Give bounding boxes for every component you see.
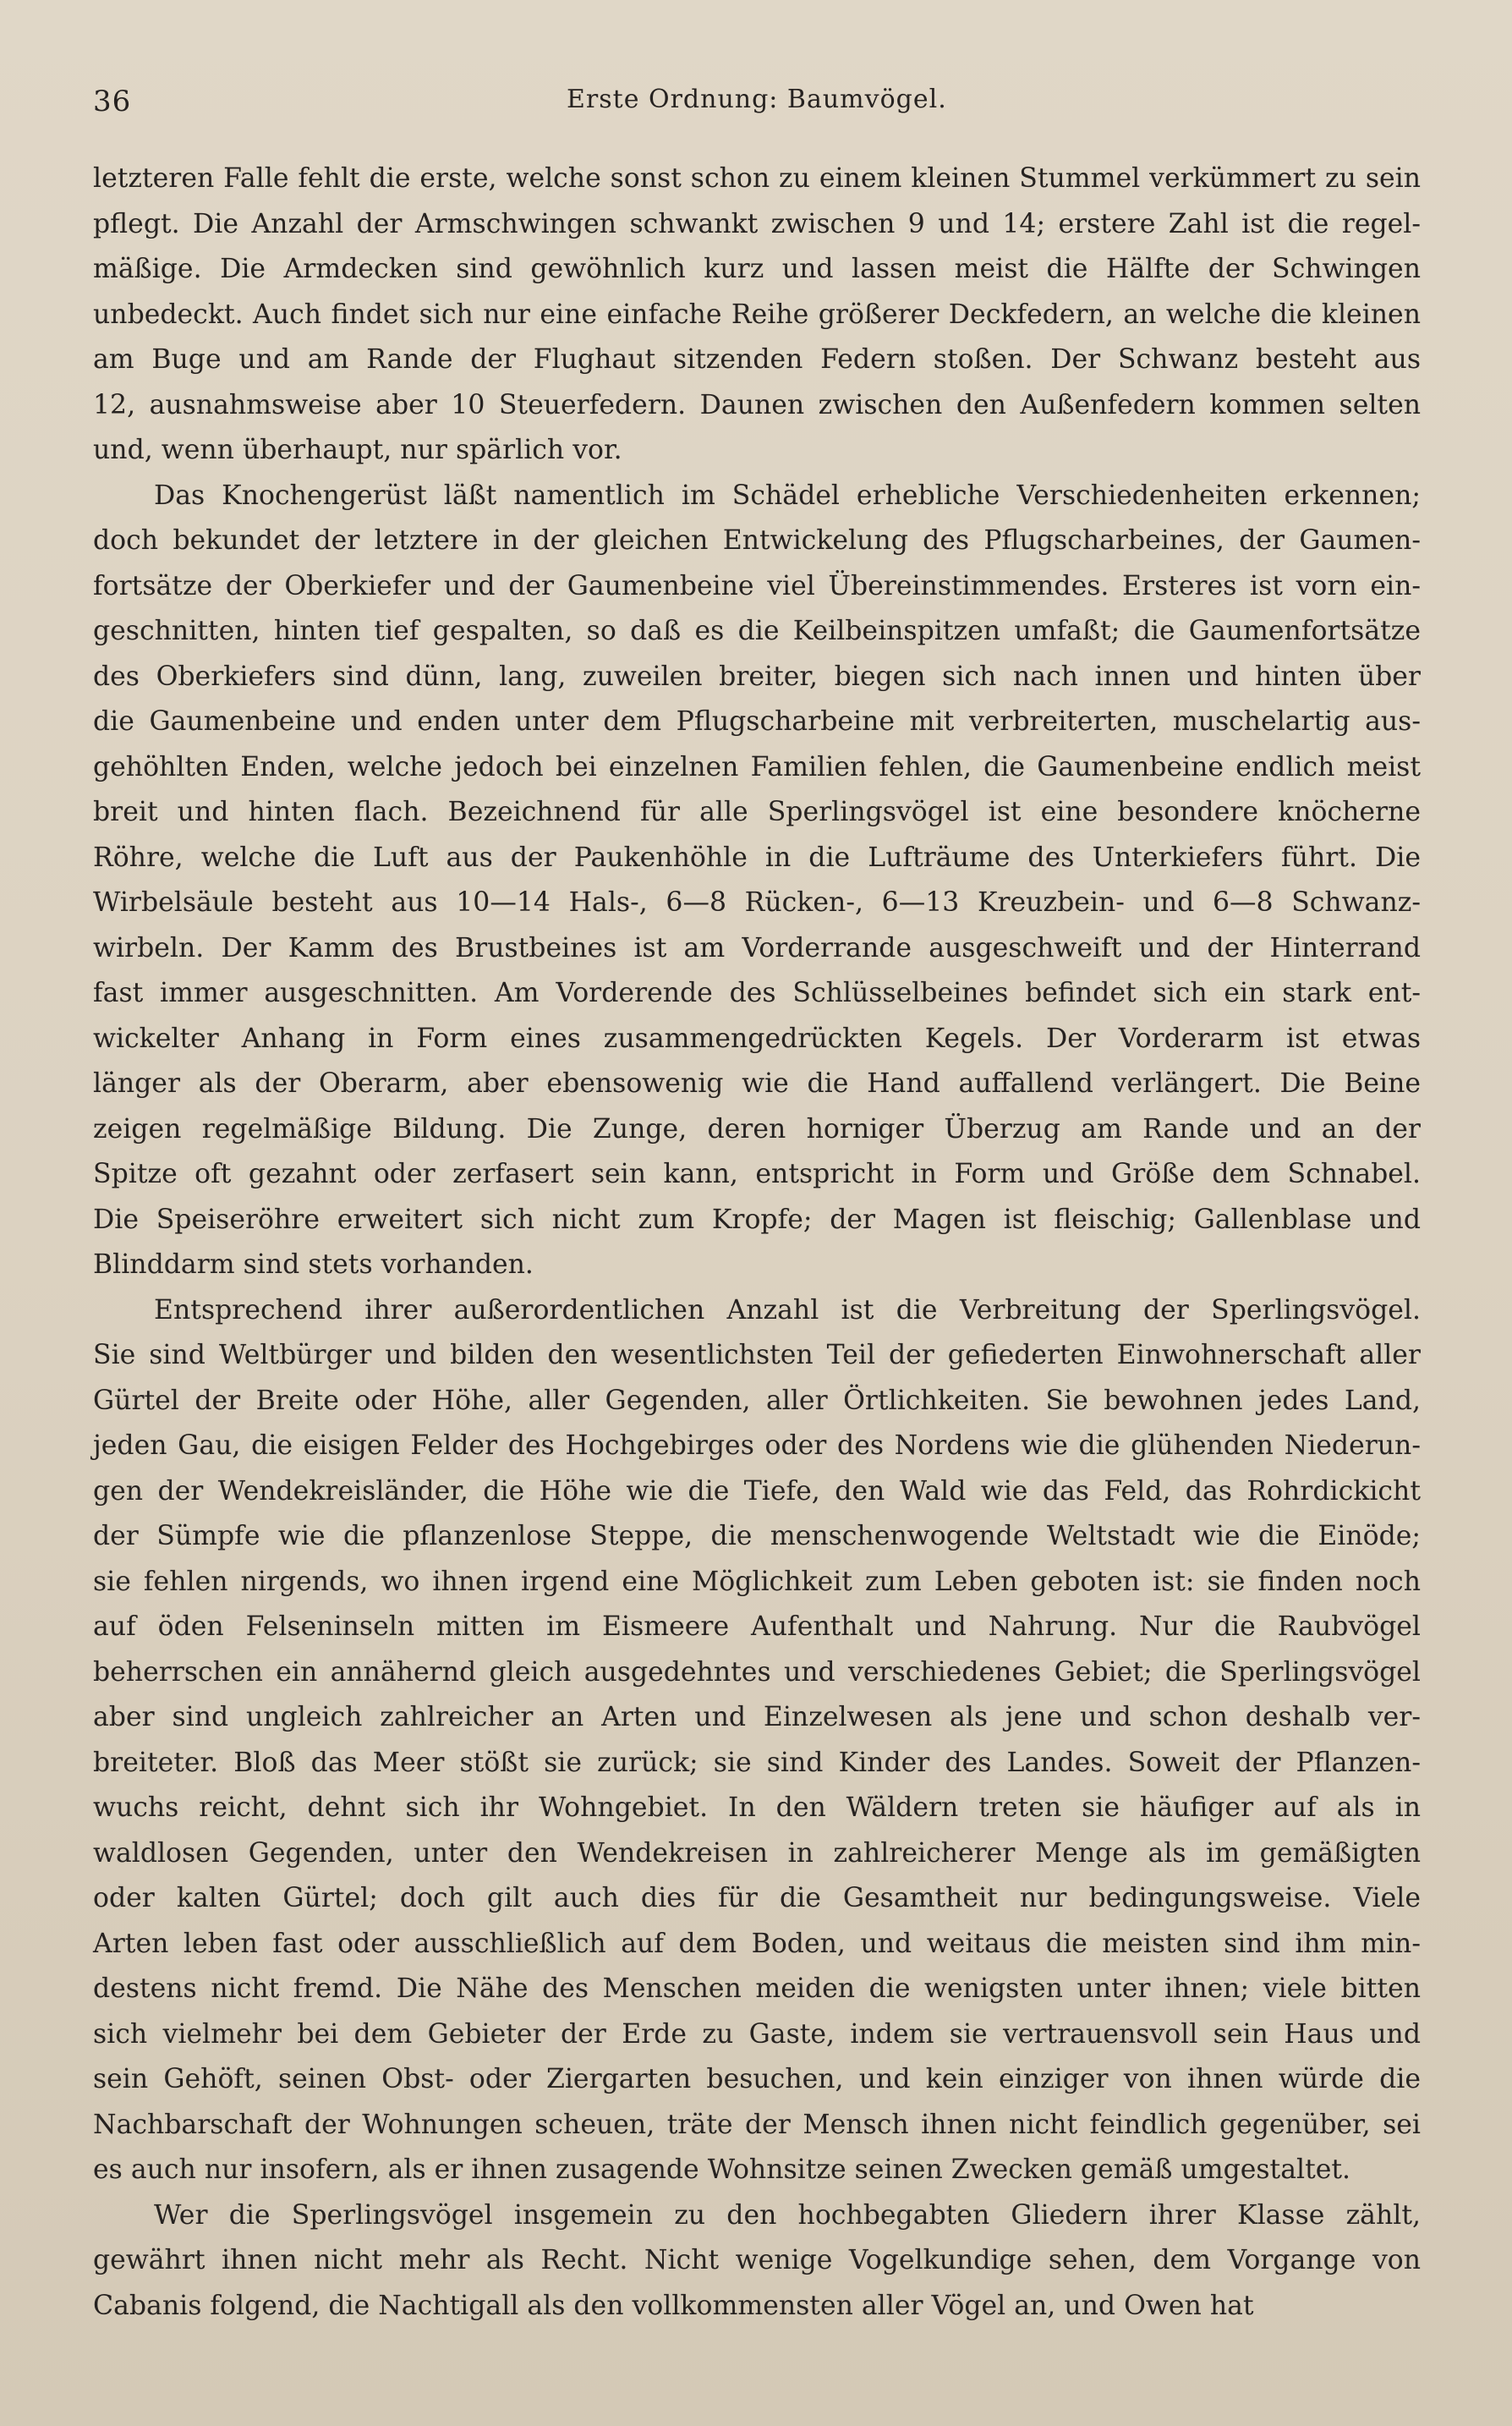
- running-head: Erste Ordnung: Baumvögel.: [567, 85, 947, 114]
- text-line: auf öden Felseninseln mitten im Eismeere Aufenthalt und Nahrung. Nur die Raubvögel: [93, 1611, 1421, 1642]
- page-number: 36: [93, 85, 132, 118]
- text-line: Cabanis folgend, die Nachtigall als den vollkommensten aller Vögel an, und Owen hat: [93, 2290, 1254, 2321]
- text-line: am Buge und am Rande der Flughaut sitzenden Federn stoßen. Der Schwanz besteht aus: [93, 344, 1421, 375]
- text-line: Entsprechend ihrer außerordentlichen Anzahl ist die Verbreitung der Sperlingsvögel.: [154, 1294, 1421, 1326]
- text-line: gen der Wendekreisländer, die Höhe wie die Tiefe, den Wald wie das Feld, das Rohrdickicht: [93, 1475, 1421, 1507]
- text-line: destens nicht fremd. Die Nähe des Menschen meiden die wenigsten unter ihnen; viele bitten: [93, 1973, 1421, 2004]
- text-line: sie fehlen nirgends, wo ihnen irgend eine Möglichkeit zum Leben geboten ist: sie finden noch: [93, 1566, 1421, 1597]
- text-line: geschnitten, hinten tief gespalten, so daß es die Keilbeinspitzen umfaßt; die Gaumenfortsätze: [93, 616, 1421, 646]
- text-line: oder kalten Gürtel; doch gilt auch dies für die Gesamtheit nur bedingungsweise. Viele: [93, 1883, 1421, 1913]
- text-line: sein Gehöft, seinen Obst- oder Ziergarten besuchen, und kein einziger von ihnen würde die: [93, 2064, 1421, 2094]
- text-line: des Oberkiefers sind dünn, lang, zuweilen breiter, biegen sich nach innen und hinten über: [93, 661, 1421, 692]
- text-line: wickelter Anhang in Form eines zusammengedrückten Kegels. Der Vorderarm ist etwas: [93, 1023, 1421, 1054]
- text-line: Spitze oft gezahnt oder zerfasert sein kann, entspricht in Form und Größe dem Schnabel.: [93, 1159, 1421, 1189]
- text-line: sich vielmehr bei dem Gebieter der Erde zu Gaste, indem sie vertrauensvoll sein Haus und: [93, 2018, 1421, 2050]
- text-line: aber sind ungleich zahlreicher an Arten und Einzelwesen als jene und schon deshalb ver-: [93, 1702, 1421, 1732]
- text-line: pflegt. Die Anzahl der Armschwingen schwankt zwischen 9 und 14; erstere Zahl ist die regel-: [93, 208, 1421, 239]
- paragraph: [93, 474, 1421, 1288]
- paragraph: [93, 1288, 1421, 2193]
- text-line: länger als der Oberarm, aber ebensowenig wie die Hand auffallend verlängert. Die Beine: [93, 1068, 1421, 1099]
- text-line: Nachbarschaft der Wohnungen scheuen, träte der Mensch ihnen nicht feindlich gegenüber, sei: [93, 2109, 1421, 2140]
- text-line: die Gaumenbeine und enden unter dem Pflugscharbeine mit verbreiterten, muschelartig aus-: [93, 706, 1421, 737]
- paragraph: [93, 156, 1421, 474]
- text-line: gewährt ihnen nicht mehr als Recht. Nicht wenige Vogelkundige sehen, dem Vorgange von: [93, 2245, 1421, 2275]
- text-line: unbedeckt. Auch findet sich nur eine einfache Reihe größerer Deckfedern, an welche die kleinen: [93, 299, 1421, 330]
- page-header: [93, 85, 1421, 135]
- text-line: der Sümpfe wie die pflanzenlose Steppe, die menschenwogende Weltstadt wie die Einöde;: [93, 1521, 1421, 1551]
- text-line: Wer die Sperlingsvögel insgemein zu den hochbegabten Gliedern ihrer Klasse zählt,: [154, 2199, 1421, 2231]
- text-line: letzteren Falle fehlt die erste, welche sonst schon zu einem kleinen Stummel verkümmert zu sein: [93, 163, 1421, 194]
- text-line: gehöhlten Enden, welche jedoch bei einzelnen Familien fehlen, die Gaumenbeine endlich meist: [93, 751, 1421, 782]
- text-line: waldlosen Gegenden, unter den Wendekreisen in zahlreicherer Menge als im gemäßigten: [93, 1837, 1421, 1869]
- text-line: zeigen regelmäßige Bildung. Die Zunge, deren horniger Überzug am Rande und an der: [93, 1113, 1421, 1144]
- text-line: Arten leben fast oder ausschließlich auf dem Boden, und weitaus die meisten sind ihm min-: [93, 1928, 1421, 1959]
- text-line: und, wenn überhaupt, nur spärlich vor.: [93, 435, 622, 465]
- text-line: Das Knochengerüst läßt namentlich im Schädel erhebliche Verschiedenheiten erkennen;: [154, 480, 1421, 511]
- text-line: doch bekundet der letztere in der gleichen Entwickelung des Pflugscharbeines, der Gaumen-: [93, 525, 1421, 556]
- text-line: es auch nur insofern, als er ihnen zusagende Wohnsitze seinen Zwecken gemäß umgestaltet.: [93, 2154, 1351, 2185]
- text-line: mäßige. Die Armdecken sind gewöhnlich kurz und lassen meist die Hälfte der Schwingen: [93, 254, 1421, 284]
- text-line: Die Speiseröhre erweitert sich nicht zum Kropfe; der Magen ist fleischig; Gallenblase und: [93, 1204, 1421, 1235]
- text-line: 12, ausnahmsweise aber 10 Steuerfedern. Daunen zwischen den Außenfedern kommen selten: [93, 389, 1421, 420]
- text-line: fast immer ausgeschnitten. Am Vorderende des Schlüsselbeines befindet sich ein stark ent-: [93, 978, 1421, 1008]
- text-line: breit und hinten flach. Bezeichnend für alle Sperlingsvögel ist eine besondere knöcherne: [93, 797, 1421, 827]
- text-line: fortsätze der Oberkiefer und der Gaumenbeine viel Übereinstimmendes. Ersteres ist vorn ein-: [93, 570, 1421, 601]
- body-text: [93, 156, 1421, 2329]
- text-line: Wirbelsäule besteht aus 10—14 Hals-, 6—8 Rücken-, 6—13 Kreuzbein- und 6—8 Schwanz-: [93, 887, 1421, 918]
- text-line: wuchs reicht, dehnt sich ihr Wohngebiet. In den Wäldern treten sie häufiger auf als in: [93, 1792, 1421, 1823]
- text-line: Sie sind Weltbürger und bilden den wesentlichsten Teil der gefiederten Einwohnerschaft aller: [93, 1340, 1421, 1370]
- text-line: jeden Gau, die eisigen Felder des Hochgebirges oder des Nordens wie die glühenden Niederun-: [93, 1430, 1421, 1461]
- text-line: breiteter. Bloß das Meer stößt sie zurück; sie sind Kinder des Landes. Soweit der Pflanzen-: [93, 1747, 1421, 1778]
- text-line: beherrschen ein annähernd gleich ausgedehntes und verschiedenes Gebiet; die Sperlingsvögel: [93, 1656, 1421, 1688]
- text-line: Gürtel der Breite oder Höhe, aller Gegenden, aller Örtlichkeiten. Sie bewohnen jedes Land,: [93, 1385, 1421, 1416]
- text-line: wirbeln. Der Kamm des Brustbeines ist am Vorderrande ausgeschweift und der Hinterrand: [93, 932, 1421, 963]
- paragraph: [93, 2193, 1421, 2330]
- text-line: Blinddarm sind stets vorhanden.: [93, 1249, 534, 1280]
- text-line: Röhre, welche die Luft aus der Paukenhöhle in die Lufträume des Unterkiefers führt. Die: [93, 842, 1421, 873]
